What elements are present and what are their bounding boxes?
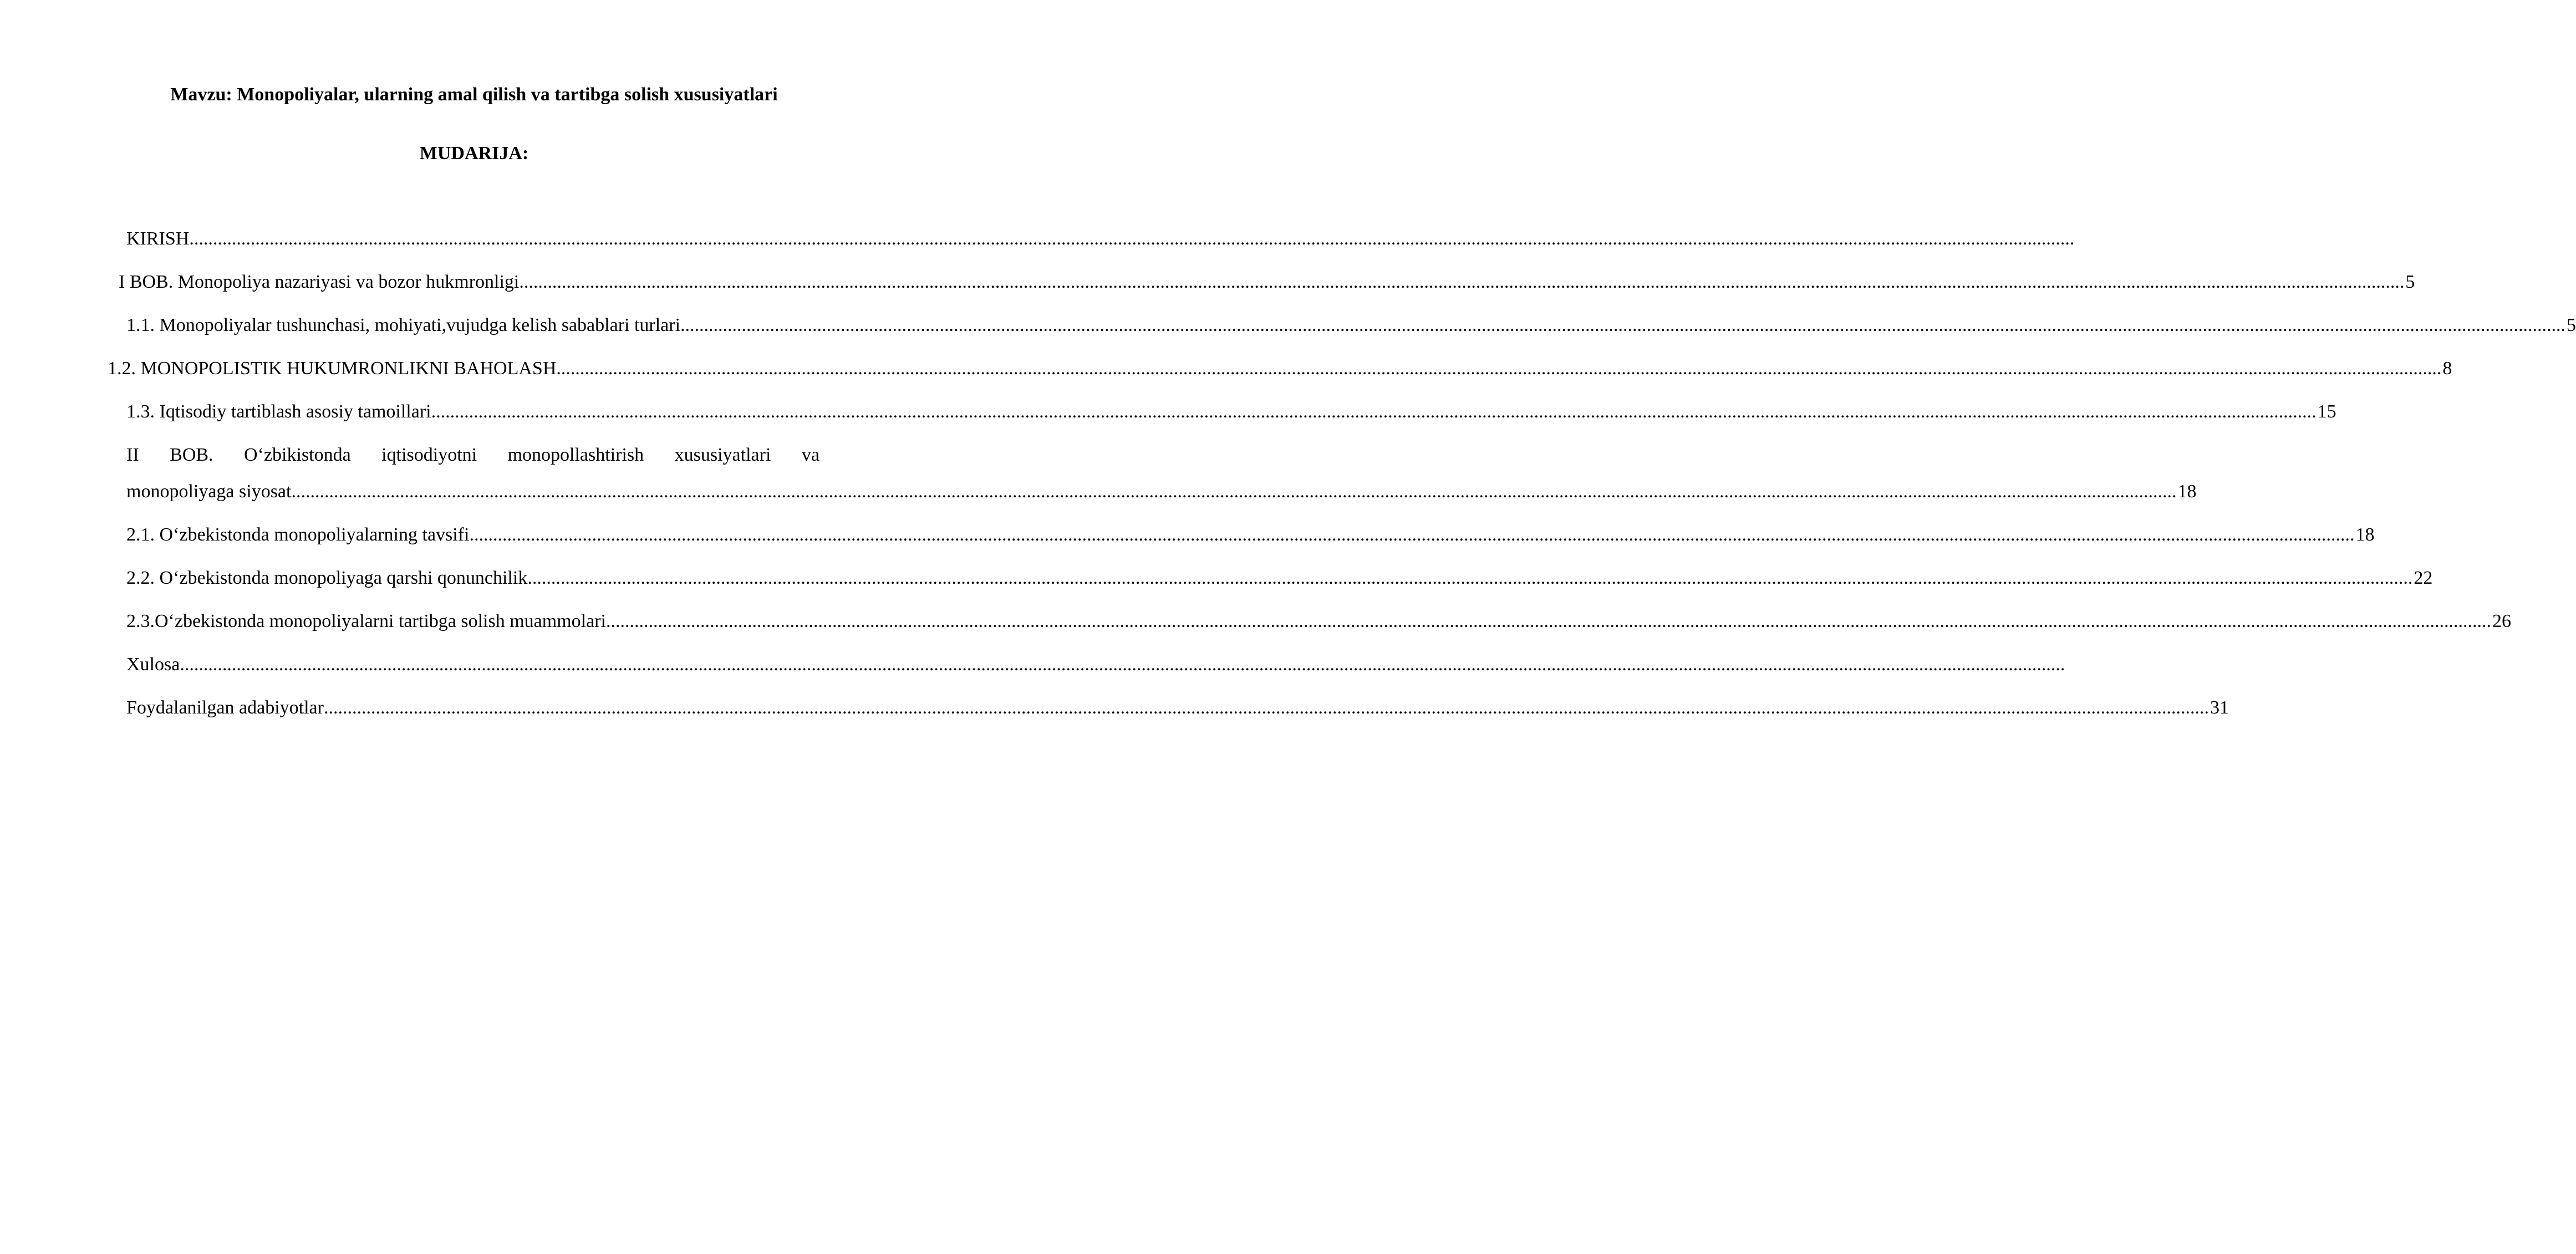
toc-entry-label: 1.1. Monopoliyalar tushunchasi, mohiyati,vujudga kelish sabablari turlari bbox=[126, 315, 681, 335]
toc-leader-dots: ................................................................................................................................................................................................................................................................................................................................................................................................................ bbox=[180, 654, 2065, 675]
toc-page-number: 8 bbox=[2442, 358, 2452, 379]
toc-leader-dots: ................................................................................................................................................................................................................................................................................................................................................................................................................ bbox=[605, 611, 2491, 631]
toc-entry-label: Foydalanilgan adabiyotlar bbox=[126, 697, 324, 718]
toc-page-number: 26 bbox=[2492, 611, 2511, 631]
document-title: Mavzu: Monopoliyalar, ularning amal qilish va tartibga solish xususiyatlari bbox=[170, 84, 778, 105]
toc-entry-xulosa[interactable] bbox=[126, 654, 2065, 680]
toc-leader-dots: ................................................................................................................................................................................................................................................................................................................................................................................................................ bbox=[323, 697, 2209, 718]
toc-entry-2-2[interactable] bbox=[126, 568, 2433, 593]
contents-heading: MUDARIJA: bbox=[419, 143, 529, 164]
toc-leader-dots: ................................................................................................................................................................................................................................................................................................................................................................................................................ bbox=[469, 524, 2355, 545]
toc-entry-chapter-2-line1[interactable]: II BOB. O‘zbikistonda iqtisodiyotni monopollashtirish xususiyatlari va bbox=[126, 445, 819, 465]
toc-entry-label: 1.2. MONOPOLISTIK HUKUMRONLIKNI BAHOLASH bbox=[108, 358, 557, 379]
toc-entry-label: 2.3.O‘zbekistonda monopoliyalarni tartibga solish muammolari bbox=[126, 611, 606, 631]
toc-leader-dots: ................................................................................................................................................................................................................................................................................................................................................................................................................ bbox=[431, 401, 2317, 422]
toc-entry-kirish[interactable] bbox=[126, 228, 2075, 254]
toc-page-number: 18 bbox=[2177, 481, 2197, 502]
toc-page-number: 31 bbox=[2210, 697, 2229, 718]
toc-leader-dots: ................................................................................................................................................................................................................................................................................................................................................................................................................ bbox=[556, 358, 2442, 379]
toc-page-number: 15 bbox=[2317, 401, 2336, 422]
toc-page-number: 5 bbox=[2567, 315, 2576, 335]
toc-entry-label: KIRISH bbox=[126, 228, 190, 249]
toc-leader-dots: ................................................................................................................................................................................................................................................................................................................................................................................................................ bbox=[680, 315, 2566, 335]
toc-entry-references[interactable] bbox=[126, 697, 2229, 723]
toc-entry-label: monopoliyaga siyosat bbox=[126, 481, 292, 502]
toc-leader-dots: ................................................................................................................................................................................................................................................................................................................................................................................................................ bbox=[527, 568, 2413, 588]
toc-leader-dots: ................................................................................................................................................................................................................................................................................................................................................................................................................ bbox=[291, 481, 2177, 502]
toc-entry-2-3[interactable] bbox=[126, 611, 2511, 636]
toc-page-number: 5 bbox=[2405, 272, 2415, 292]
toc-entry-1-3[interactable] bbox=[126, 401, 2336, 427]
toc-page-number: 18 bbox=[2355, 524, 2375, 545]
toc-entry-label: 2.2. O‘zbekistonda monopoliyaga qarshi qonunchilik bbox=[126, 568, 528, 588]
toc-entry-chapter-2[interactable] bbox=[126, 481, 2197, 507]
toc-leader-dots: ................................................................................................................................................................................................................................................................................................................................................................................................................ bbox=[519, 272, 2405, 292]
toc-entry-label: 1.3. Iqtisodiy tartiblash asosiy tamoillari bbox=[126, 401, 431, 422]
toc-page-number: 22 bbox=[2414, 568, 2433, 588]
toc-entry-label: Xulosa bbox=[126, 654, 180, 675]
toc-entry-label: 2.1. O‘zbekistonda monopoliyalarning tavsifi bbox=[126, 524, 470, 545]
toc-entry-2-1[interactable] bbox=[126, 524, 2375, 550]
toc-entry-1-2[interactable] bbox=[108, 358, 2452, 384]
toc-leader-dots: ................................................................................................................................................................................................................................................................................................................................................................................................................ bbox=[189, 228, 2075, 249]
toc-entry-chapter-1[interactable] bbox=[119, 272, 2415, 297]
toc-entry-label: I BOB. Monopoliya nazariyasi va bozor hukmronligi bbox=[119, 272, 520, 292]
toc-entry-1-1[interactable] bbox=[126, 315, 2576, 340]
